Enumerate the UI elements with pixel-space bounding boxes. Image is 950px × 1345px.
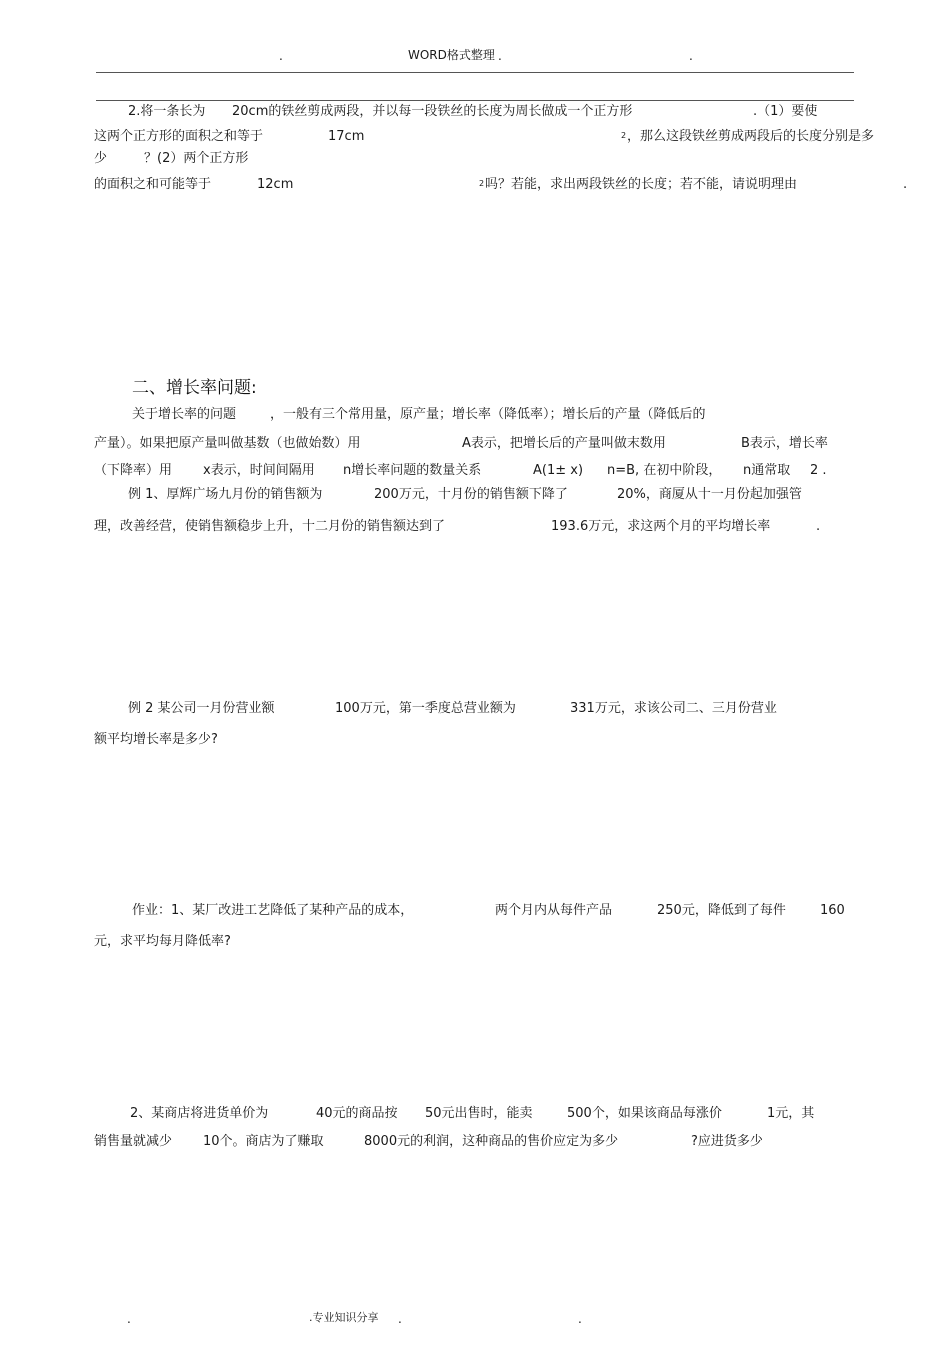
problem-value: 17cm	[328, 129, 365, 144]
header-dot: .	[498, 49, 502, 63]
homework-text: 250元，降低到了每件	[657, 903, 786, 918]
problem-text: ，那么这段铁丝剪成两段后的长度分别是多	[627, 129, 875, 144]
footer-dot: .	[127, 1312, 131, 1326]
paragraph-text: A表示，把增长后的产量叫做末数用	[462, 436, 666, 451]
footer-text: .专业知识分享	[309, 1311, 379, 1324]
paragraph-text: B表示，增长率	[741, 436, 828, 451]
example-text: 例 1、厚辉广场九月份的销售额为	[128, 487, 323, 502]
paragraph-text: n通常取	[743, 463, 791, 478]
header-title: WORD格式整理	[408, 48, 495, 62]
homework-text: 500个，如果该商品每涨价	[567, 1106, 722, 1121]
paragraph-text: 关于增长率的问题	[132, 407, 237, 422]
example-text: .	[816, 519, 821, 534]
superscript: 2	[479, 179, 485, 188]
homework-text: ?应进货多少	[691, 1134, 763, 1149]
problem-text: 2.将一条长为	[128, 104, 206, 119]
paragraph-text: ，一般有三个常用量，原产量；增长率（降低率）；增长后的产量（降低后的	[270, 407, 706, 422]
homework-text: 元，求平均每月降低率?	[94, 934, 231, 949]
homework-text: 8000元的利润，这种商品的售价应定为多少	[364, 1134, 619, 1149]
problem-text: ？(2）两个正方形	[144, 151, 249, 166]
homework-text: 10个。商店为了赚取	[203, 1134, 324, 1149]
problem-value: 12cm	[257, 177, 294, 192]
example-text: 额平均增长率是多少?	[94, 732, 218, 747]
problem-text: 的面积之和可能等于	[94, 177, 212, 192]
example-text: 193.6万元，求这两个月的平均增长率	[551, 519, 771, 534]
example-text: 331万元，求该公司二、三月份营业	[570, 701, 777, 716]
paragraph-text: （下降率）用	[94, 463, 173, 478]
example-text: 100万元，第一季度总营业额为	[335, 701, 516, 716]
homework-text: 160	[820, 903, 845, 918]
homework-text: 50元出售时，能卖	[425, 1106, 533, 1121]
problem-text: 少	[94, 151, 108, 166]
paragraph-text: 产量）。如果把原产量叫做基数（也做始数）用	[94, 436, 361, 451]
paragraph-text: x表示，时间间隔用	[203, 463, 315, 478]
homework-text: 销售量就减少	[94, 1134, 173, 1149]
problem-text: .	[903, 177, 908, 192]
example-text: 理，改善经营，使销售额稳步上升，十二月份的销售额达到了	[94, 519, 446, 534]
header-dot: .	[689, 49, 693, 63]
header-rule	[96, 72, 854, 73]
header-rule-2	[96, 100, 854, 101]
paragraph-text: n增长率问题的数量关系	[343, 463, 482, 478]
paragraph-text: 2 .	[810, 463, 827, 478]
example-text: 例 2 某公司一月份营业额	[128, 701, 275, 716]
paragraph-text: n=B, 在初中阶段，	[607, 463, 722, 478]
superscript: 2	[621, 131, 627, 140]
homework-text: 1元，其	[767, 1106, 815, 1121]
example-text: 20%，商厦从十一月份起加强管	[617, 487, 802, 502]
footer-dot: .	[578, 1312, 582, 1326]
problem-text: 20cm的铁丝剪成两段，并以每一段铁丝的长度为周长做成一个正方形	[232, 104, 633, 119]
homework-text: 40元的商品按	[316, 1106, 398, 1121]
problem-text: .（1）要使	[753, 104, 818, 119]
example-text: 200万元，十月份的销售额下降了	[374, 487, 568, 502]
section-heading: 二、增长率问题:	[132, 378, 257, 398]
formula: A(1± x)	[533, 463, 584, 478]
homework-text: 2、某商店将进货单价为	[130, 1106, 269, 1121]
homework-text: 两个月内从每件产品	[495, 903, 613, 918]
footer-dot: .	[398, 1312, 402, 1326]
problem-text: 这两个正方形的面积之和等于	[94, 129, 264, 144]
header-dot: .	[279, 49, 283, 63]
homework-text: 作业：1、某厂改进工艺降低了某种产品的成本，	[132, 903, 414, 918]
problem-text: 吗？若能，求出两段铁丝的长度；若不能，请说明理由	[485, 177, 798, 192]
